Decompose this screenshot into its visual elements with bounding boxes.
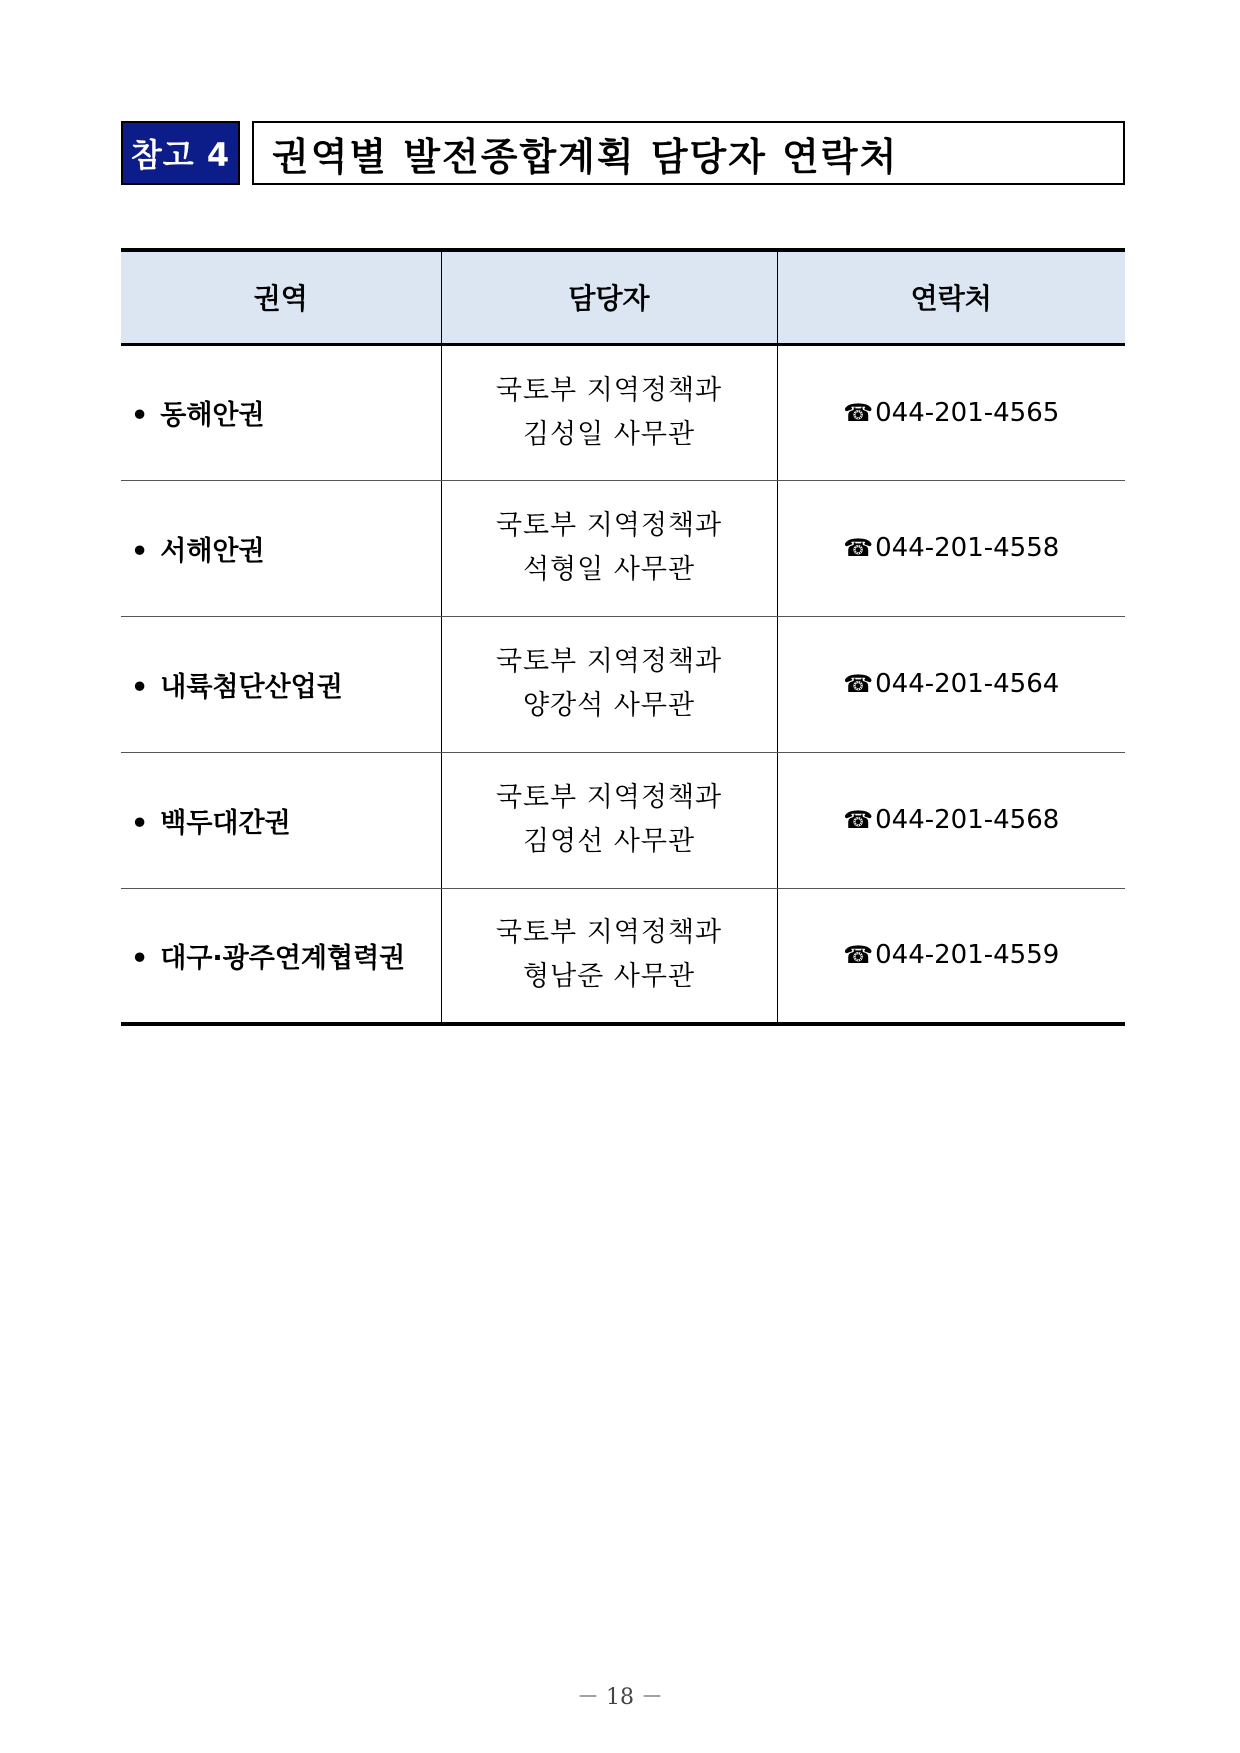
person-name: 석형일 사무관 [522, 554, 696, 585]
department: 국토부 지역정책과 [495, 917, 723, 949]
header-contact: 연락처 [777, 250, 1125, 344]
header-person: 담당자 [441, 250, 777, 344]
region-cell [121, 752, 441, 888]
phone-icon: ☎ [843, 398, 874, 427]
region-cell [121, 480, 441, 616]
bullet-icon: • [131, 807, 149, 839]
region-cell [121, 616, 441, 752]
person-cell [441, 480, 777, 616]
department: 국토부 지역정책과 [495, 374, 723, 406]
phone-number: 044-201-4568 [875, 805, 1060, 835]
region-name: 백두대간권 [160, 807, 291, 839]
phone-number: 044-201-4565 [875, 397, 1060, 428]
reference-badge: 참고 4 [121, 121, 240, 185]
contact-cell [777, 344, 1125, 480]
person-name: 김성일 사무관 [522, 418, 696, 450]
table-row [121, 480, 1125, 616]
region-cell [121, 888, 441, 1024]
contact-cell [777, 616, 1125, 752]
person-name: 양강석 사무관 [522, 690, 696, 721]
person-name: 형남준 사무관 [522, 961, 696, 993]
bullet-icon: • [131, 400, 149, 431]
region-name: 서해안권 [160, 535, 265, 567]
department: 국토부 지역정책과 [495, 510, 723, 541]
person-name: 김영선 사무관 [522, 826, 696, 857]
header-region: 권역 [121, 250, 441, 344]
table-row [121, 616, 1125, 752]
phone-icon: ☎ [843, 941, 874, 970]
page-title: 권역별 발전종합계획 담당자 연락처 [252, 121, 1125, 185]
phone-number: 044-201-4558 [875, 533, 1060, 563]
region-cell [121, 344, 441, 480]
region-name: 대구·광주연계협력권 [160, 942, 406, 974]
person-cell [441, 344, 777, 480]
phone-number: 044-201-4564 [875, 669, 1060, 699]
bullet-icon: • [131, 535, 149, 567]
person-cell [441, 752, 777, 888]
phone-number: 044-201-4559 [875, 940, 1060, 971]
table-row [121, 888, 1125, 1024]
title-bar [121, 121, 1125, 185]
contact-cell [777, 480, 1125, 616]
contact-cell [777, 752, 1125, 888]
table-row [121, 344, 1125, 480]
bullet-icon: • [131, 942, 149, 974]
page-number: － 18 － [577, 1685, 663, 1710]
region-name: 내륙첨단산업권 [160, 671, 343, 703]
contacts-table [121, 248, 1125, 1026]
phone-icon: ☎ [843, 670, 874, 698]
bullet-icon: • [131, 671, 149, 703]
contact-cell [777, 888, 1125, 1024]
department: 국토부 지역정책과 [495, 646, 723, 677]
department: 국토부 지역정책과 [495, 782, 723, 813]
table-row [121, 752, 1125, 888]
region-name: 동해안권 [160, 400, 265, 431]
person-cell [441, 616, 777, 752]
phone-icon: ☎ [843, 534, 874, 562]
phone-icon: ☎ [843, 806, 874, 834]
table-header-row [121, 250, 1125, 344]
person-cell [441, 888, 777, 1024]
